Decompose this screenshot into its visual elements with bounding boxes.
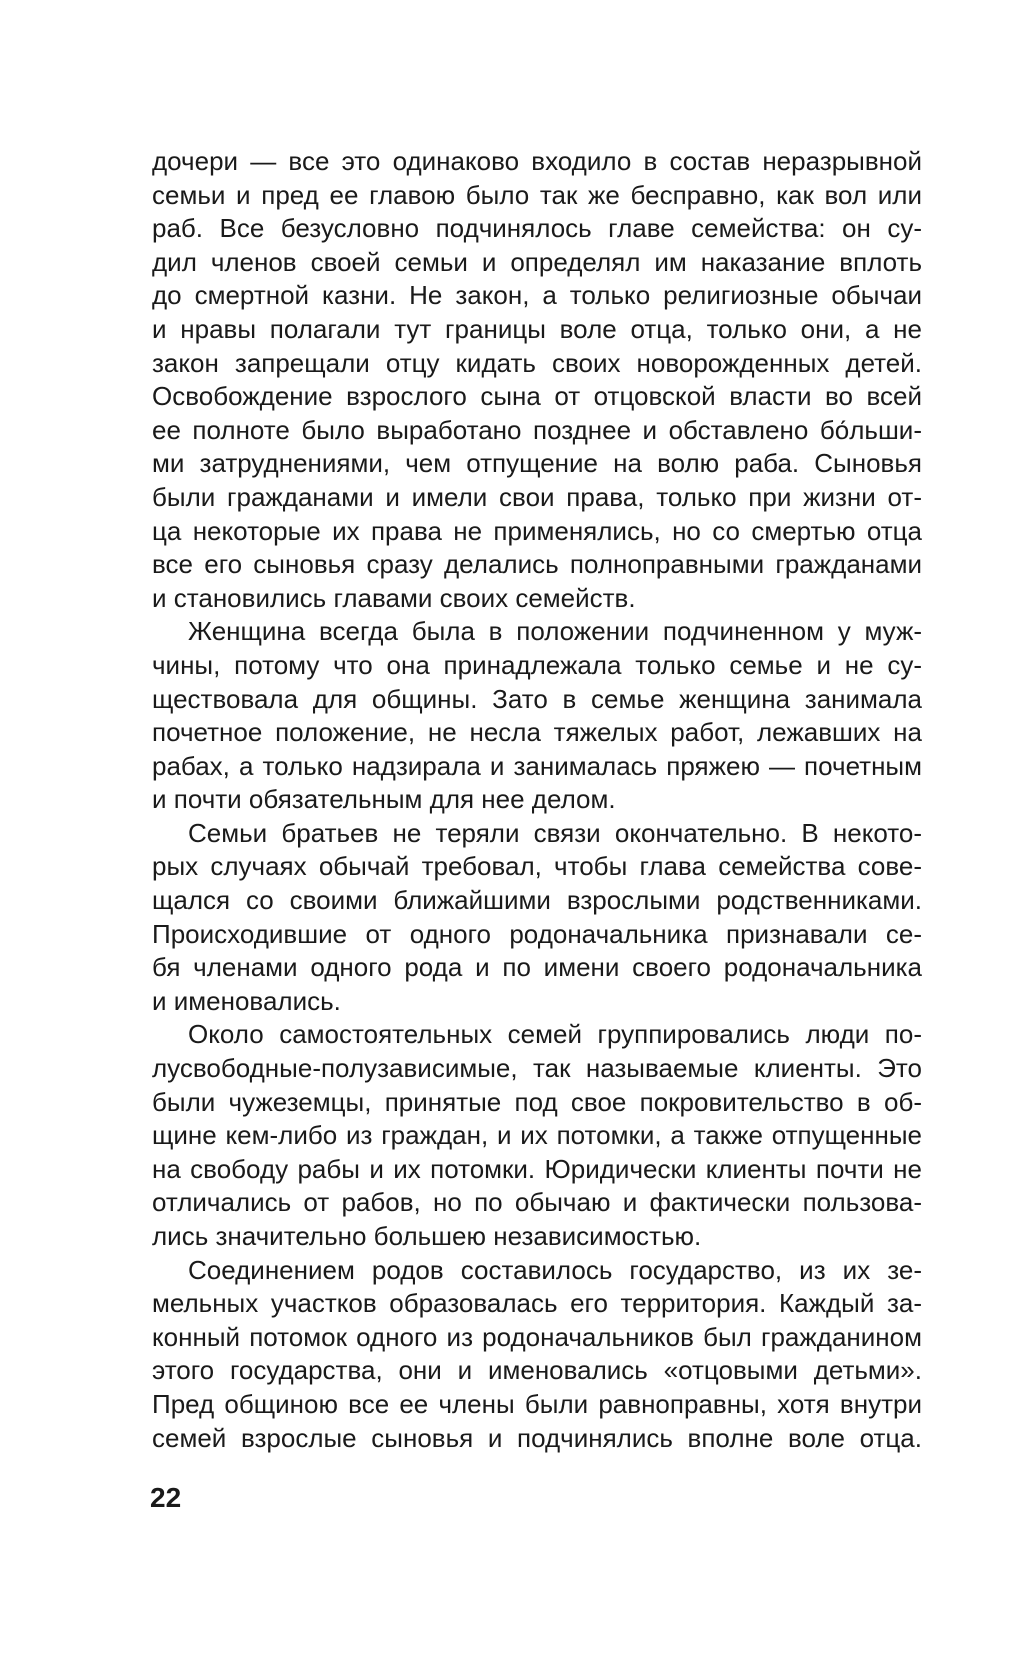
- text-line: почетное положение, не несла тяжелых работ, лежавших на: [152, 717, 922, 748]
- text-line: были гражданами и имели свои права, только при жизни от-: [152, 481, 922, 512]
- paragraph: [152, 145, 922, 615]
- text-line: Освобождение взрослого сына от отцовской власти во всей: [152, 381, 922, 412]
- text-line: рабах, а только надзирала и занималась пряжею — почетным: [152, 750, 922, 781]
- text-line: лусвободные-полузависимые, так называемые клиенты. Это: [152, 1053, 922, 1084]
- text-line: и нравы полагали тут границы воле отца, только они, а не: [152, 313, 922, 344]
- text-line: все его сыновья сразу делались полноправными гражданами: [152, 549, 922, 580]
- text-line: раб. Все безусловно подчинялось главе семейства: он су-: [152, 213, 922, 244]
- text-line: чины, потому что она принадлежала только семье и не су-: [152, 649, 922, 680]
- text-line: конный потомок одного из родоначальников был гражданином: [152, 1321, 922, 1352]
- text-line: Происходившие от одного родоначальника признавали се-: [152, 918, 922, 949]
- text-line: семьи и пред ее главою было так же бесправно, как вол или: [152, 179, 922, 210]
- text-line: Соединением родов составилось государство, из их зе-: [188, 1254, 922, 1285]
- page-number: 22: [150, 1482, 182, 1513]
- text-line: были чужеземцы, принятые под свое покровительство в об-: [152, 1086, 922, 1117]
- text-line: бя членами одного рода и по имени своего родоначальника: [152, 952, 922, 983]
- text-line: рых случаях обычай требовал, чтобы глава семейства сове-: [152, 851, 922, 882]
- text-line: до смертной казни. Не закон, а только религиозные обычаи: [152, 280, 922, 311]
- paragraph: [152, 1254, 922, 1456]
- text-line: дил членов своей семьи и определял им наказание вплоть: [152, 246, 922, 277]
- text-line: семей взрослые сыновья и подчинялись вполне воле отца.: [152, 1422, 922, 1453]
- text-line: и становились главами своих семейств.: [152, 582, 636, 613]
- text-line: и почти обязательным для нее делом.: [152, 784, 616, 815]
- text-line: щине кем-либо из граждан, и их потомки, а также отпущенные: [152, 1120, 922, 1151]
- paragraph: [152, 615, 922, 817]
- text-line: этого государства, они и именовались «отцовыми детьми».: [152, 1355, 922, 1386]
- text-line: Женщина всегда была в положении подчиненном у муж-: [188, 616, 922, 647]
- text-line: Семьи братьев не теряли связи окончательно. В некото-: [188, 817, 922, 848]
- paragraph: [152, 817, 922, 1019]
- text-line: лись значительно большею независимостью.: [152, 1221, 702, 1251]
- body-text: [152, 145, 922, 1455]
- text-line: ми затруднениями, чем отпущение на волю раба. Сыновья: [152, 448, 922, 479]
- text-line: ца некоторые их права не применялись, но со смертью отца: [152, 515, 922, 546]
- paragraph: [152, 1018, 922, 1253]
- text-line: ществовала для общины. Зато в семье женщина занимала: [152, 683, 922, 714]
- text-line: ее полноте было выработано позднее и обставлено бо́льши-: [152, 414, 922, 445]
- text-line: мельных участков образовалась его территория. Каждый за-: [152, 1288, 922, 1319]
- text-line: Около самостоятельных семей группировались люди по-: [188, 1019, 922, 1050]
- text-line: дочери — все это одинаково входило в состав неразрывной: [152, 146, 922, 176]
- text-line: на свободу рабы и их потомки. Юридически клиенты почти не: [152, 1153, 922, 1184]
- text-line: Пред общиною все ее члены были равноправны, хотя внутри: [152, 1388, 922, 1419]
- text-line: закон запрещали отцу кидать своих новорожденных детей.: [152, 347, 922, 378]
- text-line: и именовались.: [152, 985, 341, 1016]
- text-line: отличались от рабов, но по обычаю и фактически пользова-: [152, 1187, 922, 1218]
- text-line: щался со своими ближайшими взрослыми родственниками.: [152, 885, 922, 916]
